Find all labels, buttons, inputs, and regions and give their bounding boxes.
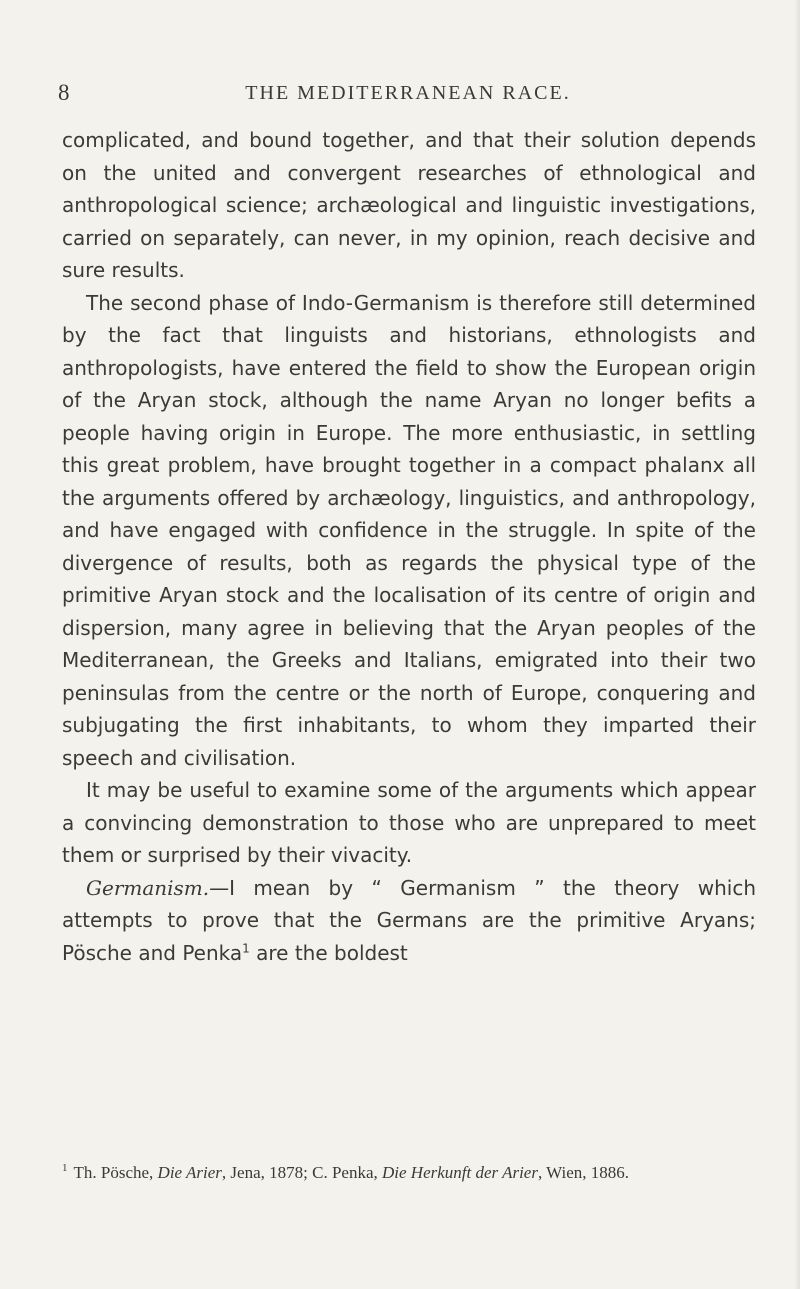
paragraph-continuation: complicated, and bound together, and that their solution depends on the united and convergent researches of ethnological and anthropological science; archæological and linguistic investigations, carried on separately, can never, in my opinion, reach decisive and sure results.	[62, 128, 756, 282]
page-number: 8	[58, 80, 71, 105]
paragraph-indo-germanism: The second phase of Indo-Germanism is therefore still determined by the fact that linguists and historians, ethnologists and anthropologists, have entered the field to show the European origin of the Aryan stock, although the name Aryan no longer befits a people having origin in Europe. The more enthusiastic, in settling this great problem, have brought together in a compact phalanx all the arguments offered by archæology, linguistics, and anthropology, and have engaged with confidence in the struggle. In spite of the divergence of results, both as regards the physical type of the primitive Aryan stock and the localisation of its centre of origin and dispersion, many agree in believing that the Aryan peoples of the Mediterranean, the Greeks and Italians, emigrated into their two peninsulas from the centre or the north of Europe, conquering and subjugating the first inhabitants, to whom they imparted their speech and civilisation.	[62, 290, 756, 770]
page-edge	[794, 0, 800, 1289]
running-title: THE MEDITERRANEAN RACE.	[245, 82, 571, 104]
footnote-title-1: Die Arier	[157, 1163, 222, 1182]
section-heading-germanism: Germanism.	[86, 875, 210, 900]
body-text	[62, 124, 756, 969]
running-head	[58, 80, 758, 116]
footnote	[62, 1161, 756, 1185]
footnote-mark: 1	[62, 1162, 68, 1175]
footnote-title-2: Die Herkunft der Arier	[382, 1163, 538, 1182]
footnote-author-1: Th. Pösche,	[73, 1163, 158, 1182]
paragraph-germanism	[62, 872, 756, 970]
footnote-reference[interactable]: 1	[242, 940, 250, 955]
germanism-tail: are the boldest	[249, 940, 408, 965]
footnote-place-1: , Jena, 1878; C. Penka,	[221, 1163, 382, 1182]
paragraph-arguments: It may be useful to examine some of the arguments which appear a convincing demonstration to those who are unprepared to meet them or surprised by their vivacity.	[62, 778, 756, 867]
footnote-place-2: , Wien, 1886.	[537, 1163, 630, 1182]
germanism-text: —I mean by “ Germanism ” the theory which attempts to prove that the Germans are the primitive Aryans; Pösche and Penka	[62, 875, 756, 965]
